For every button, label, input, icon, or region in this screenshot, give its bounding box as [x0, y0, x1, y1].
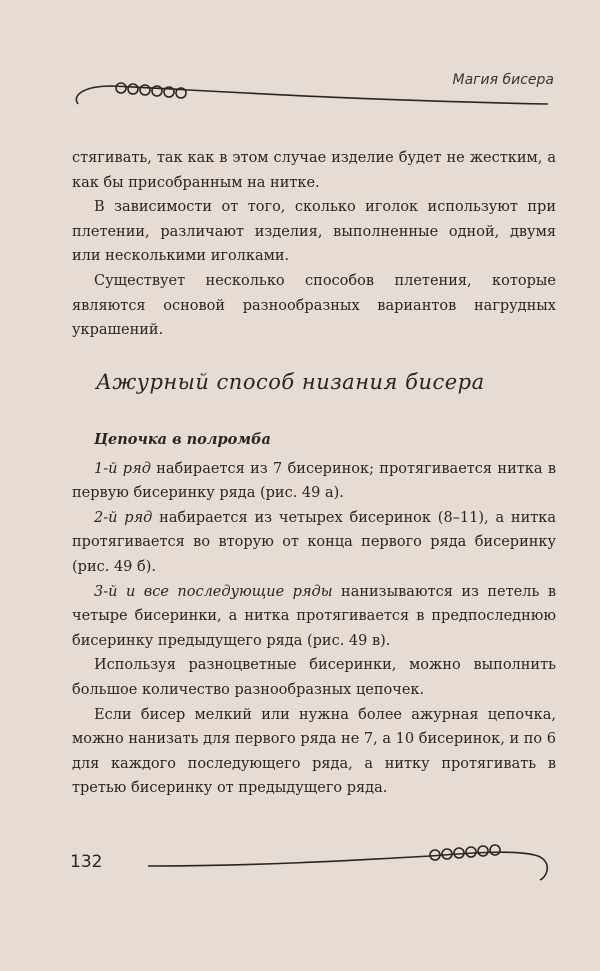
page-number: 132 — [70, 852, 103, 872]
section-heading: Ажурный способ низания бисера — [96, 370, 485, 394]
subheading-text: Цепочка в полромба — [94, 431, 271, 448]
paragraph: Используя разноцветные бисеринки, можно выполнить большое количество разнообразных цепочек. — [72, 657, 556, 698]
paragraph: Если бисер мелкий или нужна более ажурная цепочка, можно нанизать для первого ряда не 7, а 10 бисеринок, и по 6 для каждого последующего ряда, а нитку протягивать в третью бисеринку от предыдущего ряда. — [72, 706, 556, 797]
paragraph: В зависимости от того, сколько иголок используют при плетении, различают изделия, выполненные одной, двумя или несколькими иголками. — [72, 199, 556, 265]
running-header: Магия бисера — [452, 72, 554, 88]
paragraph: Существует несколько способов плетения, которые являются основой разнообразных вариантов нагрудных украшений. — [72, 272, 556, 339]
row-text: нанизываются из петель в четыре бисеринки, а нитка протягивается в предпоследнюю бисеринку предыдущего ряда (рис. 49 в). — [72, 583, 556, 649]
row-label: 2-й ряд — [94, 509, 153, 526]
row-text: набирается из четырех бисеринок (8–11), а нитка протягивается во вторую от конца первого ряда бисеринку (рис. 49 б). — [72, 509, 556, 575]
row-text: набирается из 7 бисеринок; протягивается нитка в первую бисеринку ряда (рис. 49 а). — [72, 460, 556, 502]
row-label: 3-й и все последующие ряды — [94, 583, 333, 600]
row-label: 1-й ряд — [94, 460, 151, 477]
paragraph: стягивать, так как в этом случае изделие будет не жестким, а как бы присобранным на нитке. — [72, 150, 556, 191]
